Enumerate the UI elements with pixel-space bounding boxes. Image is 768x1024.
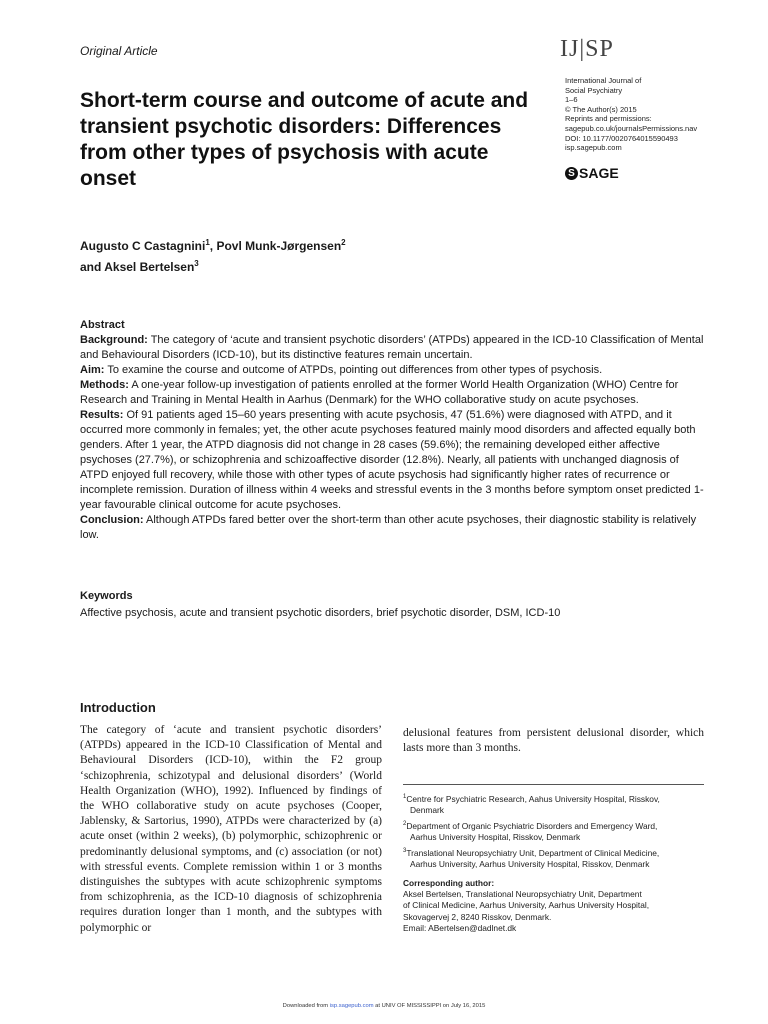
abstract-label: Aim: xyxy=(80,364,105,376)
abstract-label: Methods: xyxy=(80,379,129,391)
abstract-text: A one-year follow-up investigation of patients enrolled at the former World Health Organization (WHO) Centre for Research and Training in Mental Health in Aarhus (Denmark) for the WHO collaborative study on acute psychoses. xyxy=(80,379,679,406)
footer-link[interactable]: isp.sagepub.com xyxy=(329,1003,374,1009)
affiliation-marker: 2 xyxy=(341,238,346,247)
author-list xyxy=(80,234,540,276)
abstract-results xyxy=(80,408,704,513)
journal-info xyxy=(565,76,755,153)
affiliations xyxy=(403,792,708,874)
download-footer xyxy=(0,1003,768,1009)
affiliation-text: Denmark xyxy=(410,805,444,815)
abstract-aim xyxy=(80,363,704,378)
affiliation-text: Department of Organic Psychiatric Disorders and Emergency Ward, xyxy=(406,821,658,831)
affiliation-item xyxy=(403,819,708,843)
affiliation-number: 2 xyxy=(403,821,407,828)
sage-logo-text: SAGE xyxy=(579,165,619,181)
affiliation-item xyxy=(403,792,708,816)
corresponding-author-line: Skovagervej 2, 8240 Risskov, Denmark. xyxy=(403,911,552,922)
introduction-column-right: delusional features from persistent delusional disorder, which lasts more than 3 months. xyxy=(403,727,704,755)
journal-logo: IJ|SP xyxy=(560,36,614,62)
footnote-divider xyxy=(403,784,704,785)
journal-info-line: Social Psychiatry xyxy=(565,85,623,95)
permissions-link[interactable]: sagepub.co.uk/journalsPermissions.nav xyxy=(565,123,698,133)
author-name: Povl Munk-Jørgensen xyxy=(216,239,342,253)
author-separator: and xyxy=(80,260,105,274)
introduction-column-left: The category of ‘acute and transient psychotic disorders’ (ATPDs) appeared in the ICD-10 Classification of Mental and Behavioural Disorders (ICD-10), within the F2 group ‘schizophrenia, schizotypal and delusional disorders’ (World Health Organization (WHO), 1992). Influenced by findings of the WHO collaborative study on acute psychoses (Cooper, Jablensky, & Sartorius, 1990), ATPDs were characterized by (a) acute onset (within 2 weeks), (b) polymorphic, schizophrenic or predominantly delusional symptoms, and (c) association (or not) with stressful events. Complete remission within 1 or 3 months distinguishes the subtypes with acute schizophrenic symptoms from schizophrenia, as the ICD-10 diagnosis of schizophrenia requires duration longer than 1 month, and the subtypes with polymorphic or xyxy=(80,724,382,934)
affiliation-number: 1 xyxy=(403,794,407,800)
author-name: Aksel Bertelsen xyxy=(104,260,195,274)
sage-mark-icon: S xyxy=(565,167,578,180)
affiliation-text: Aarhus University, Aarhus University Hospital, Risskov, Denmark xyxy=(410,859,650,870)
affiliation-text: Translational Neuropsychiatry Unit, Department of Clinical Medicine, xyxy=(406,848,660,859)
affiliation-item xyxy=(403,846,708,870)
abstract-section xyxy=(80,318,704,543)
footer-text: Downloaded from xyxy=(282,1003,330,1009)
abstract-text: Although ATPDs fared better over the short-term than other acute psychoses, their diagnostic stability is relatively low. xyxy=(80,514,697,541)
keywords-section xyxy=(80,589,704,621)
keywords-text: Affective psychosis, acute and transient psychotic disorders, brief psychotic disorder, DSM, ICD-10 xyxy=(80,607,561,619)
abstract-text: Of 91 patients aged 15–60 years presenting with acute psychosis, 47 (51.6%) were diagnosed with ATPD, and it occurred more commonly in females; yet, the other acute psychoses featured mainly mood disorders and affected equally both genders. After 1 year, the ATPD diagnosis did not change in 28 cases (59.6%); the remaining developed either affective psychoses (27.7%), or schizophrenia and schizoaffective disorder (12.8%). Nearly, all patients with unchanged diagnosis of ATPD enjoyed full recovery, while those with other types of acute psychosis had significantly higher rates of recurrence or incomplete remission. Duration of illness within 4 weeks and stressful events in the 3 months before symptom onset predicted 1-year favourable clinical outcome for acute psychoses. xyxy=(80,409,704,511)
introduction-heading: Introduction xyxy=(80,700,156,715)
journal-info-line: International Journal of xyxy=(565,76,642,85)
affiliation-number: 3 xyxy=(403,848,407,855)
journal-info-line: 1–6 xyxy=(565,95,578,105)
affiliation-text: Centre for Psychiatric Research, Aahus University Hospital, Risskov, xyxy=(406,793,660,804)
affiliation-marker: 3 xyxy=(194,259,199,268)
keywords-heading: Keywords xyxy=(80,590,133,602)
abstract-label: Background: xyxy=(80,334,148,346)
abstract-background xyxy=(80,333,704,363)
article-type-label: Original Article xyxy=(80,44,158,58)
corresponding-author xyxy=(403,878,708,934)
affiliation-marker: 1 xyxy=(205,238,210,247)
sage-logo xyxy=(565,165,619,181)
corresponding-author-line: of Clinical Medicine, Aarhus University, Aarhus University Hospital, xyxy=(403,900,650,911)
journal-info-line: Reprints and permissions: xyxy=(565,114,652,124)
journal-website-link[interactable]: isp.sagepub.com xyxy=(565,143,622,153)
article-title: Short-term course and outcome of acute and transient psychotic disorders: Differences from other types of psychosis with acute onset xyxy=(80,89,529,190)
abstract-label: Conclusion: xyxy=(80,514,144,526)
footer-text: at UNIV OF MISSISSIPPI on July 16, 2015 xyxy=(373,1003,486,1009)
journal-info-line: © The Author(s) 2015 xyxy=(565,104,637,114)
abstract-label: Results: xyxy=(80,409,124,421)
doi-link[interactable]: DOI: 10.1177/0020764015590493 xyxy=(565,133,678,143)
corresponding-author-heading: Corresponding author: xyxy=(403,878,495,888)
abstract-text: To examine the course and outcome of ATPDs, pointing out differences from other types of psychosis. xyxy=(107,364,603,376)
abstract-heading: Abstract xyxy=(80,319,125,331)
corresponding-author-email[interactable]: Email: ABertelsen@dadlnet.dk xyxy=(403,922,517,933)
abstract-methods xyxy=(80,378,704,408)
affiliation-text: Aarhus University Hospital, Risskov, Denmark xyxy=(410,832,581,843)
abstract-conclusion xyxy=(80,513,704,543)
abstract-text: The category of ‘acute and transient psychotic disorders’ (ATPDs) appeared in the ICD-10 Classification of Mental and Behavioural Disorders (ICD-10), but its distinctive features remain uncertain. xyxy=(80,334,704,361)
author-separator: , xyxy=(209,239,217,253)
author-name: Augusto C Castagnini xyxy=(80,239,206,253)
corresponding-author-line: Aksel Bertelsen, Translational Neuropsychiatry Unit, Department xyxy=(403,889,642,900)
